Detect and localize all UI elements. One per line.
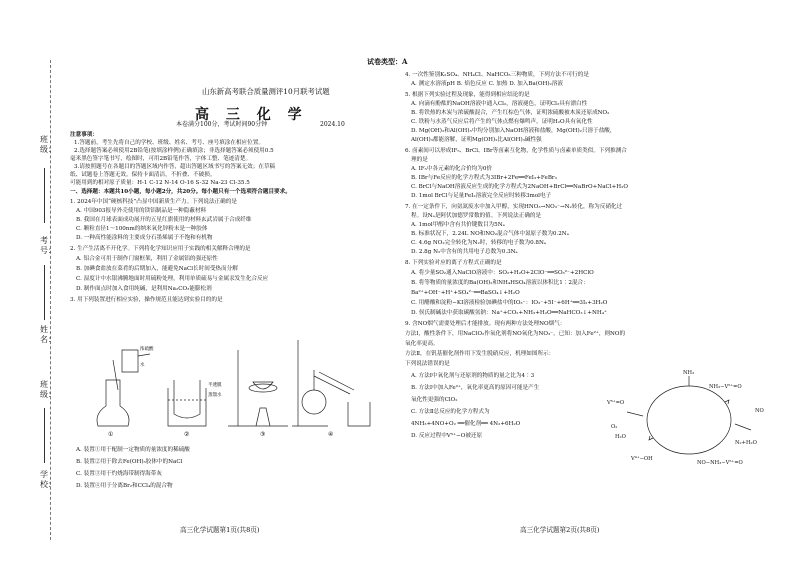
beaker-shape [122,350,138,372]
question-option: C. 用醋酸和淀粉−KI溶液检验加碘盐中的IO₃⁻：IO₃⁻+5I⁻+6H⁺══3I₂+3H₂O [411,300,608,306]
question-option: B. 我国在月球表面成功展开的五星红旗使用的材料玄武岩属于合成纤维 [76,217,252,223]
exam-page-2 [367,0,794,562]
cycle-label: NO−NH₃−V⁵⁺=O [697,460,743,466]
note-line: 毫米黑色签字笔书写，绘图时，可用2B铅笔作答，字体工整、笔迹清楚。 [70,156,252,162]
page-title: 高 三 化 学 [195,107,308,123]
receiver-shape [348,402,370,426]
apparatus-label: ② [184,431,190,438]
question-stem: 3. 用下列装置进行相应实验，操作规范且能达到实验目的的是 [70,297,223,303]
cycle-label: NO [755,408,764,414]
apparatus-note: 水 [140,363,145,368]
question-stem: 9. 含NO烟气需要处理后才能排放。现有两种方法处理NO烟气： [405,321,566,327]
glass-rod-shape [113,360,118,390]
margin-label-school: 学校： [40,470,56,489]
question-option: A. IF₅中各元素的化合价均为0价 [411,166,493,172]
lab-apparatus-figure [88,310,378,438]
question-option: A. 向滴有酚酞的NaOH溶液中通入Cl₂，溶液褪色，证明Cl₂具有漂白性 [411,101,588,107]
question-option: A. 中国903报导外壳使用的镁铝制品是一种隐蔽材料 [76,208,207,214]
question-stem: 下列说法错误的是 [405,361,450,367]
apparatus-label: ④ [328,431,334,438]
question-option: C. 铁粉与水蒸气反应后将产生的气体点燃有爆鸣声，证明H₂O具有氧化性 [411,119,593,125]
exam-subtitle: 山东新高考联合质量测评10月联考试题 [202,87,330,96]
question-option: B. 装置②用于除去Fe(OH)₃胶体中的NaCl [76,459,183,465]
question-option: A. 将少量SO₂通入NaClO溶液中：SO₂+H₂O+2ClO⁻══SO₃²⁻+2HClO [411,270,594,276]
semipermeable-bag-shape [174,380,200,418]
cycle-label: NH₃ [683,370,695,376]
catalytic-cycle-diagram [605,368,783,468]
margin-label-class: 班级： [40,135,56,154]
question-option: D. 1mol BrCl与足量FeI₂溶液完全反应时转移3mol电子 [411,193,552,199]
question-option: C. 湿度计中水银沸腾地面时用硫粉处理，利用单质硫易与金属汞发生化合反应 [76,276,269,282]
note-line: 1.答题前，考生先将自己的学校、班级、姓名、考号、座号填涂在相应位置。 [74,140,264,146]
question-stem: 1. 2024年中国“硬核科技”凸显中国新质生产力。下列说法正确的是 [70,199,237,205]
question-option: D. 2.8g N₂中含有的共用电子总数为0.3Nₐ [411,249,518,255]
question-option: Al(OH)₃都能溶解，证明Mg(OH)₂比Al(OH)₃碱性强 [411,137,542,143]
question-option: A. 测定水溶液pH B. 焰色反应 C. 加热 D. 加入Ba(OH)₂溶液 [411,81,563,87]
margin-fill-line [44,168,45,223]
question-option: B. 标准状况下，2.24L NO和NO₂混合气体中氮原子数为0.2Nₐ [411,231,569,237]
cycle-label: V⁵⁺=O [607,400,625,406]
page-footer: 高三化学试题第2页(共8页) [520,526,600,534]
question-stem: 方法Ⅰ，酸性条件下，用NaClO₂作氧化剂将NO氧化为NO₃⁻，已知：加入Fe²⁺，则NO的 [405,331,626,337]
apparatus-note: 蒸馏水 [208,393,222,398]
question-option: D. Mg(OH)₂和Al(OH)₃中均分别加入NaOH溶液和盐酸，Mg(OH)₂只溶于盐酸， [411,128,616,134]
question-stem: 8. 下列实验对应的离子方程式正确的是 [405,260,502,266]
volumetric-flask-shape [97,380,129,426]
cycle-loop-shape [647,386,731,454]
exam-date: 2024.10 [320,121,345,128]
question-stem: 4. 一次性鉴别K₂SO₄、NH₄Cl、NaHCO₃三种物质，下列方法不可行的是 [405,72,589,78]
equation: 4NH₃+4NO+O₂ ══催化剂══ 4N₂+6H₂O [411,421,521,427]
apparatus-note: 浓硫酸 [140,347,154,352]
question-stem: 氧化率更高。 [405,341,439,347]
cycle-label: O₂ [611,424,618,430]
page-1-content [70,0,392,562]
question-option: C. BrCl与NaOH溶液反应生成的化学方程式为2NaOH+BrCl══NaBrO+NaCl+H₂O [411,184,629,190]
exam-meta: 本卷满分100分，考试时间90分钟 [176,121,268,128]
question-option: C. 方法Ⅱ总反应的化学方程式为 [411,409,490,415]
question-option: B. 将等物质的量浓度的Ba(OH)₂和NH₄HSO₄溶液以体积比1∶2混合： [411,280,589,286]
exam-type-label: 试卷类型：A [367,57,408,66]
atomic-masses: 可能用到的相对原子质量：H-1 C-12 N-14 O-16 S-32 Na-23 Cl-35.5 [70,180,250,186]
notes-heading: 注意事项： [70,132,98,138]
burner-shape [256,408,270,426]
cycle-label: N₂+H₂O [735,440,757,446]
question-stem: 理的是 [411,157,428,163]
question-option: C. 装置③用于灼烧海带制得海带灰 [76,471,162,477]
note-line: 2.选择题答案必须使用2B铅笔(按填涂样例)正确填涂；非选择题答案必须使用0.5 [74,148,274,154]
margin-label-name: 姓名： [40,325,56,344]
section-heading: 一、选择题：本题共10小题，每小题2分，共20分。每小题只有一个选项符合题目要求。 [70,189,291,195]
question-stem: 程。设Nₐ是阿伏加德罗常数的值。下列说法正确的是 [411,213,542,219]
margin-label-class2: 班级： [40,380,56,399]
question-stem: 6. 卤素间可以形成IF₅、BrCl、IBr等卤素互化物，化学性质与卤素单质类似。下列推测合 [405,148,627,154]
page-2-content [405,0,785,562]
distilling-flask-shape [302,390,326,414]
question-option: A. 1mol甲醇中含有共价键数目为5Nₐ [411,222,505,228]
question-option: A. 方法Ⅰ中氧化剂与还原剂的物质的量之比为4∶3 [411,373,535,379]
question-option: B. 方法Ⅰ中加入Fe²⁺，氧化率更高的原因可能是产生 [411,385,540,391]
apparatus-label: ① [108,431,114,438]
question-option: D. 制作面点时加入食用纯碱，是利用Na₂CO₃能膨松剂 [76,286,212,292]
ring-shape [249,384,277,392]
question-option: 氧化性更强的ClO₂ [411,397,458,403]
question-option: D. 反应过程中V⁵⁺−O被还原 [411,433,483,439]
question-option: D. 一种高性能涂料的主要成分石墨烯属于不饱和有机物 [76,235,213,241]
question-stem: 7. 在一定条件下，向氨氮废水中加入甲醇，实现HNO₃→NO₃⁻→N₂转化，称为反硝化过 [405,204,623,210]
apparatus-note: 半透膜 [208,383,222,388]
question-option: D. 装置④用于分离Br₂和CCl₄的混合物 [76,483,173,489]
cut-line [50,60,51,540]
cycle-label: V⁴⁺−OH [631,456,653,462]
note-line: 3.请按照题号在各题目的答题区域内作答，超出答题区域书写的答案无效；在草稿 [74,164,276,170]
crucible-shape [253,382,273,389]
margin-fill-line [44,408,45,463]
question-stem: 方法Ⅱ，在钒基催化剂作用下发生脱硝反应，机理如图所示： [405,351,555,357]
question-stem: 5. 根据下列实验过程及现象，能得到相应结论的是 [405,92,530,98]
apparatus-label: ③ [260,431,266,438]
question-option: C. 颗粒直径1～100nm的纳米氧化锌粉末是一种胶体 [76,226,208,232]
question-stem: 2. 生产生活离不开化学。下列将化学知识应用于实践的相关解释合理的是 [70,246,251,252]
question-option: D. 侯氏制碱法中获取碳酸氢钠：Na⁺+CO₂+NH₃+H₂O══NaHCO₃↓+NH₄⁺ [411,310,607,316]
margin-fill-line [44,265,45,320]
question-option: Ba²⁺+OH⁻+H⁺+SO₄²⁻══BaSO₄↓+H₂O [411,290,520,296]
question-option: B. 加碘食盐放在菜肴的后期加入，能避免NaCl长时间受热而分解 [76,266,238,272]
question-option: B. IBr与Fe反应的化学方程式为3IBr+2Fe══FeI₃+FeBr₃ [411,175,557,181]
binding-margin [0,0,62,562]
question-option: A. 铝合金可用于制作门窗框架，利用了金属铝的强还原性 [76,256,218,262]
question-option: B. 将铁热的木炭与浓硫酸混合，产生红棕色气体，证明浓硫酸被木炭还原成NO₂ [411,110,610,116]
margin-label-id: 考号： [40,236,56,255]
page-footer: 高三化学试题第1页(共8页) [180,526,260,534]
cycle-label: H₂O [615,434,626,440]
question-option: C. 4.6g NO₂完全转化为N₂时，转移的电子数为0.8Nₐ [411,240,547,246]
cycle-label: NH₃−V⁵⁺=O [709,384,742,390]
note-line: 纸、试题卷上答题无效。保持卡面清洁，不折叠、不破损。 [70,172,216,178]
question-option: A. 装置①用于配制一定物质的量浓度的稀硫酸 [76,447,190,453]
